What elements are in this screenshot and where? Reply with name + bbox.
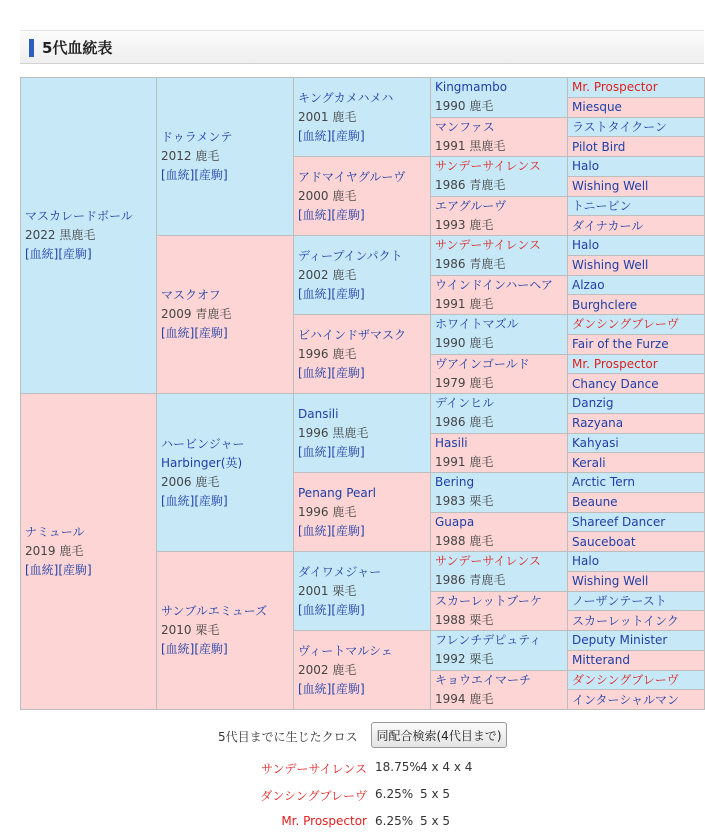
pedigree-cell-gen5 — [568, 255, 705, 275]
pedigree-cell-gen4 — [431, 512, 568, 552]
horse-name[interactable]: ドゥラメンテ — [161, 130, 233, 144]
cross-horse-name[interactable]: ダンシングブレーヴ — [260, 789, 367, 803]
horse-name[interactable]: Wishing Well — [572, 258, 649, 273]
pedigree-cell-gen5 — [568, 690, 705, 710]
pedigree-cell-gen4 — [431, 196, 568, 236]
horse-meta: 1993 鹿毛 — [435, 217, 494, 232]
horse-meta: 1991 黒鹿毛 — [435, 138, 506, 153]
horse-name[interactable]: ビハインドザマスク — [298, 327, 407, 342]
horse-name[interactable]: マスカレードボール — [25, 209, 133, 223]
horse-meta: 2002 鹿毛 — [298, 662, 357, 677]
horse-name[interactable]: サンデーサイレンス — [435, 238, 541, 252]
horse-meta: 1986 青鹿毛 — [435, 257, 506, 271]
pedigree-cell-gen2 — [157, 78, 294, 236]
pedigree-cell-gen4 — [431, 275, 568, 315]
horse-name[interactable]: ダイワメジャー — [298, 564, 382, 579]
horse-links[interactable]: [血統][産駒] — [25, 563, 92, 577]
pedigree-cell-gen5 — [568, 374, 705, 394]
cross-pattern: 5 x 5 — [420, 787, 450, 801]
horse-meta: 2022 黒鹿毛 — [25, 228, 96, 242]
horse-meta: 1994 鹿毛 — [435, 691, 494, 706]
cross-header — [0, 722, 705, 750]
horse-name[interactable]: Alzao — [572, 277, 605, 292]
horse-name[interactable]: ヴィートマルシェ — [298, 643, 393, 658]
horse-name[interactable]: フレンチデピュティ — [435, 633, 542, 647]
horse-name[interactable]: ラストタイクーン — [572, 119, 667, 134]
horse-name[interactable]: Wishing Well — [572, 179, 649, 194]
pedigree-cell-gen5 — [568, 196, 705, 216]
horse-name[interactable]: Sauceboat — [572, 534, 636, 549]
pedigree-cell-gen5 — [568, 236, 705, 256]
horse-name[interactable]: スカーレットブーケ — [435, 593, 542, 608]
pedigree-cell-gen3 — [294, 78, 431, 157]
pedigree-cell-gen5 — [568, 591, 705, 611]
pedigree-cell-gen4 — [431, 591, 568, 631]
horse-name[interactable]: ハービンジャー — [161, 436, 245, 451]
pedigree-cell-gen4 — [431, 157, 568, 197]
pedigree-cell-gen5 — [568, 137, 705, 157]
horse-name[interactable]: Danzig — [572, 396, 614, 411]
pedigree-cell-gen5 — [568, 117, 705, 137]
horse-links[interactable]: [血統][産駒] — [161, 326, 228, 340]
horse-meta: 1996 鹿毛 — [298, 504, 357, 519]
same-mating-search-button[interactable]: 同配合検索(4代目まで) — [371, 722, 507, 748]
cross-pattern: 4 x 4 x 4 — [420, 760, 473, 774]
pedigree-cell-gen3 — [294, 552, 431, 631]
pedigree-cell-gen5 — [568, 532, 705, 552]
pedigree-cell-gen5 — [568, 492, 705, 512]
horse-name[interactable]: ウインドインハーヘア — [435, 277, 553, 292]
pedigree-cell-gen4 — [431, 631, 568, 671]
horse-links[interactable]: [血統][産駒] — [298, 286, 365, 301]
pedigree-cell-gen5 — [568, 512, 705, 532]
horse-name[interactable]: Razyana — [572, 416, 624, 431]
pedigree-cell-gen4 — [431, 552, 568, 592]
horse-links[interactable]: [血統][産駒] — [298, 681, 365, 696]
horse-name[interactable]: Penang Pearl — [298, 485, 376, 500]
horse-name[interactable]: キングカメハメハ — [298, 90, 394, 105]
cross-percent: 18.75% — [375, 760, 421, 774]
horse-meta: 2010 栗毛 — [161, 623, 220, 637]
pedigree-cell-gen2 — [157, 236, 294, 394]
horse-links[interactable]: [血統][産駒] — [298, 128, 365, 143]
pedigree-cell-gen4 — [431, 78, 568, 118]
horse-meta: 2000 鹿毛 — [298, 188, 357, 203]
pedigree-cell-gen5 — [568, 650, 705, 670]
horse-name[interactable]: Halo — [572, 159, 600, 174]
horse-name[interactable]: Deputy Minister — [572, 633, 668, 648]
pedigree-cell-gen4 — [431, 236, 568, 276]
horse-meta: 1991 鹿毛 — [435, 454, 494, 469]
horse-name[interactable]: Shareef Dancer — [572, 514, 666, 529]
horse-name[interactable]: スカーレットインク — [572, 613, 679, 628]
horse-name[interactable]: ダンシングブレーヴ — [572, 672, 679, 687]
pedigree-cell-gen5 — [568, 334, 705, 354]
pedigree-cell-gen3 — [294, 394, 431, 473]
horse-name[interactable]: インターシャルマン — [572, 692, 680, 707]
horse-meta: 2012 鹿毛 — [161, 149, 220, 163]
horse-meta: 1988 鹿毛 — [435, 533, 494, 548]
horse-name[interactable]: マスクオフ — [161, 288, 221, 302]
horse-meta: 2009 青鹿毛 — [161, 307, 232, 321]
pedigree-cell-gen5 — [568, 413, 705, 433]
pedigree-cell-gen2 — [157, 552, 294, 710]
horse-name[interactable]: Bering — [435, 475, 475, 489]
horse-name[interactable]: デインヒル — [435, 396, 495, 410]
cross-percent: 6.25% — [375, 814, 414, 828]
pedigree-cell-gen5 — [568, 176, 705, 196]
horse-links[interactable]: [血統][産駒] — [161, 493, 228, 508]
horse-meta: 2002 鹿毛 — [298, 267, 357, 282]
horse-meta: 1986 青鹿毛 — [435, 178, 506, 192]
pedigree-cell-gen5 — [568, 670, 705, 690]
cross-pattern: 5 x 5 — [420, 814, 450, 828]
horse-links[interactable]: [血統][産駒] — [298, 602, 365, 617]
pedigree-cell-gen1 — [21, 78, 157, 394]
pedigree-table — [20, 77, 705, 710]
cross-item — [0, 787, 705, 805]
pedigree-cell-gen3 — [294, 631, 431, 710]
horse-meta: 2001 鹿毛 — [298, 109, 357, 124]
horse-name[interactable]: Mitterand — [572, 653, 630, 668]
pedigree-cell-gen4 — [431, 117, 568, 157]
horse-name[interactable]: マンファス — [435, 119, 495, 134]
horse-name[interactable]: サンデーサイレンス — [435, 159, 541, 173]
pedigree-cell-gen4 — [431, 315, 568, 355]
horse-meta: 2001 栗毛 — [298, 583, 357, 598]
horse-links[interactable]: [血統][産駒] — [298, 523, 365, 538]
horse-name[interactable]: ノーザンテースト — [572, 593, 667, 608]
horse-name[interactable]: Burghclere — [572, 297, 638, 312]
cross-item — [0, 814, 705, 832]
pedigree-cell-gen1 — [21, 394, 157, 710]
horse-meta: 2019 鹿毛 — [25, 544, 84, 558]
pedigree-cell-gen3 — [294, 315, 431, 394]
horse-name[interactable]: Halo — [572, 554, 600, 569]
horse-links[interactable]: [血統][産駒] — [161, 642, 228, 656]
horse-meta: 1986 鹿毛 — [435, 415, 494, 429]
cross-horse-name[interactable]: サンデーサイレンス — [261, 762, 367, 776]
section-header — [20, 30, 704, 64]
horse-meta: 1990 鹿毛 — [435, 336, 494, 350]
pedigree-cell-gen4 — [431, 473, 568, 513]
horse-meta: 2006 鹿毛 — [161, 474, 220, 489]
pedigree-cell-gen5 — [568, 97, 705, 117]
horse-name[interactable]: ヴアインゴールド — [435, 356, 530, 371]
horse-name[interactable]: サンブルエミューズ — [161, 604, 268, 618]
horse-meta: 1996 鹿毛 — [298, 346, 357, 361]
pedigree-cell-gen5 — [568, 473, 705, 493]
horse-name[interactable]: Beaune — [572, 495, 618, 510]
horse-name[interactable]: Hasili — [435, 435, 468, 450]
horse-name[interactable]: Kahyasi — [572, 435, 619, 450]
pedigree-cell-gen5 — [568, 552, 705, 572]
horse-name[interactable]: ディープインパクト — [298, 248, 403, 263]
horse-name[interactable]: Wishing Well — [572, 574, 649, 589]
pedigree-cell-gen4 — [431, 433, 568, 473]
pedigree-cell-gen5 — [568, 275, 705, 295]
pedigree-cell-gen5 — [568, 394, 705, 414]
horse-name[interactable]: Chancy Dance — [572, 376, 659, 391]
horse-name[interactable]: ホワイトマズル — [435, 317, 519, 331]
pedigree-cell-gen5 — [568, 433, 705, 453]
pedigree-cell-gen5 — [568, 315, 705, 335]
horse-name[interactable]: Mr. Prospector — [572, 80, 658, 95]
horse-name[interactable]: キョウエイマーチ — [435, 672, 532, 687]
horse-meta: 1991 鹿毛 — [435, 296, 494, 311]
pedigree-cell-gen5 — [568, 354, 705, 374]
horse-name-en[interactable]: Harbinger(英) — [161, 455, 243, 470]
pedigree-cell-gen5 — [568, 453, 705, 473]
pedigree-cell-gen5 — [568, 78, 705, 98]
cross-item — [0, 760, 705, 778]
pedigree-cell-gen5 — [568, 571, 705, 591]
horse-name[interactable]: サンデーサイレンス — [435, 554, 541, 568]
horse-meta: 1996 黒鹿毛 — [298, 425, 369, 440]
pedigree-cell-gen3 — [294, 473, 431, 552]
horse-name[interactable]: ナミュール — [25, 525, 85, 539]
horse-name[interactable]: Miesque — [572, 100, 622, 115]
horse-name[interactable]: Dansili — [298, 406, 339, 421]
pedigree-cell-gen5 — [568, 295, 705, 315]
pedigree-cell-gen3 — [294, 236, 431, 315]
section-title: 5代血統表 — [42, 39, 113, 57]
section-accent-bar — [29, 39, 34, 57]
horse-name[interactable]: Arctic Tern — [572, 475, 635, 490]
pedigree-cell-gen5 — [568, 157, 705, 177]
horse-name[interactable]: Kingmambo — [435, 80, 508, 94]
horse-meta: 1992 栗毛 — [435, 652, 494, 666]
horse-name[interactable]: Fair of the Furze — [572, 337, 669, 352]
horse-meta: 1990 鹿毛 — [435, 99, 494, 113]
cross-label: 5代目までに生じたクロス — [218, 730, 358, 744]
horse-name[interactable]: Kerali — [572, 455, 606, 470]
pedigree-cell-gen2 — [157, 394, 294, 552]
horse-name[interactable]: Guapa — [435, 514, 475, 529]
horse-links[interactable]: [血統][産駒] — [161, 168, 228, 182]
horse-links[interactable]: [血統][産駒] — [25, 247, 92, 261]
horse-name[interactable]: Pilot Bird — [572, 139, 626, 154]
horse-meta: 1988 栗毛 — [435, 612, 494, 627]
horse-meta: 1979 鹿毛 — [435, 375, 494, 390]
pedigree-cell-gen4 — [431, 670, 568, 710]
horse-name[interactable]: トニービン — [572, 198, 632, 213]
horse-name[interactable]: ダンシングブレーヴ — [572, 317, 679, 332]
horse-meta: 1986 青鹿毛 — [435, 573, 506, 587]
horse-links[interactable]: [血統][産駒] — [298, 365, 365, 380]
pedigree-cell-gen5 — [568, 611, 705, 631]
pedigree-cell-gen5 — [568, 216, 705, 236]
cross-percent: 6.25% — [375, 787, 414, 801]
horse-meta: 1983 栗毛 — [435, 494, 494, 508]
cross-horse-name[interactable]: Mr. Prospector — [281, 814, 367, 828]
horse-name[interactable]: アドマイヤグルーヴ — [298, 169, 406, 184]
horse-name[interactable]: エアグルーヴ — [435, 198, 507, 213]
pedigree-cell-gen4 — [431, 354, 568, 394]
pedigree-cell-gen4 — [431, 394, 568, 434]
pedigree-cell-gen5 — [568, 631, 705, 651]
horse-name[interactable]: ダイナカール — [572, 218, 644, 233]
horse-name[interactable]: Mr. Prospector — [572, 356, 658, 371]
horse-links[interactable]: [血統][産駒] — [298, 444, 365, 459]
pedigree-cell-gen3 — [294, 157, 431, 236]
horse-links[interactable]: [血統][産駒] — [298, 207, 365, 222]
horse-name[interactable]: Halo — [572, 238, 600, 253]
